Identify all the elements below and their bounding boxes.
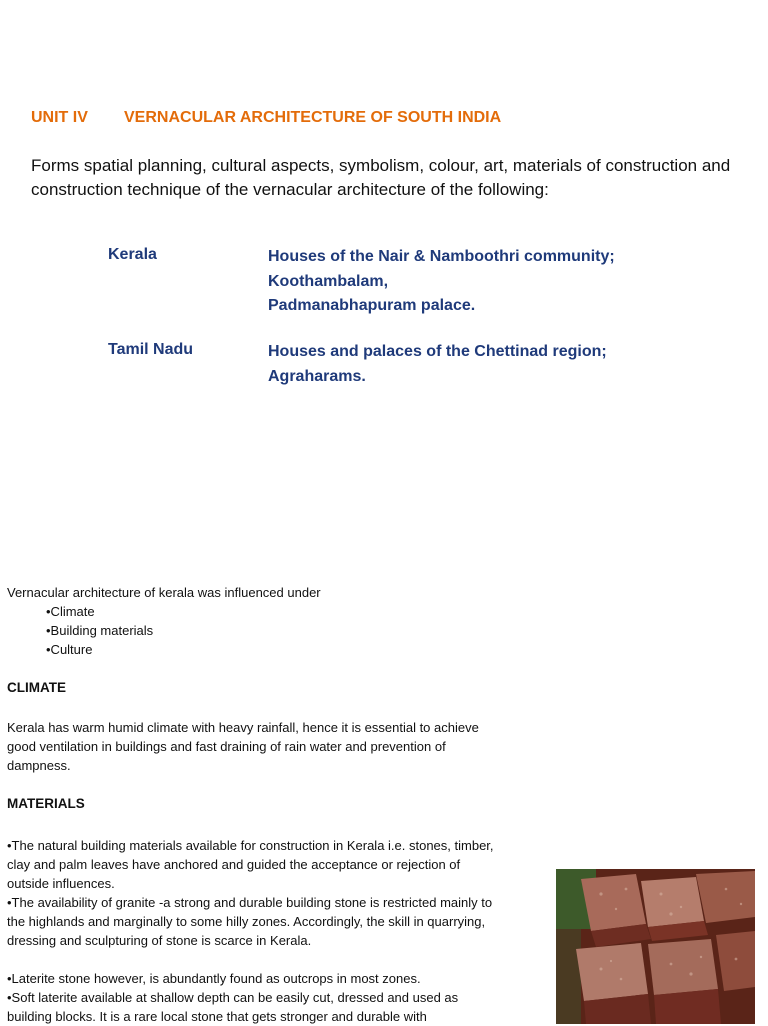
materials-heading: MATERIALS [7,796,85,811]
region-desc-line: Padmanabhapuram palace. [268,297,476,314]
region-desc-line: Houses of the Nair & Namboothri community; [268,248,615,265]
region-desc-line: Houses and palaces of the Chettinad region; [268,343,607,360]
climate-paragraph: Kerala has warm humid climate with heavy rainfall, hence it is essential to achieve good ventilation in buildings and fast draining of rain water and prevention of dampness. [7,720,479,773]
laterite-blocks-photo [556,869,755,1024]
unit-heading [31,109,502,127]
materials-paragraph-1: •The natural building materials available for construction in Kerala i.e. stones, timber, clay and palm leaves have anchored and guided the acceptance or rejection of outside influences. [7,838,494,891]
climate-heading: CLIMATE [7,680,66,695]
region-desc-line: Koothambalam, [268,272,389,290]
region-name-tamil-nadu: Tamil Nadu [108,341,194,358]
intro-paragraph: Forms spatial planning, cultural aspects, symbolism, colour, art, materials of construction and construction technique of the vernacular architecture of the following: [31,156,731,199]
influence-item: •Culture [46,642,93,657]
unit-label: UNIT IV [31,109,88,126]
influence-item: •Building materials [46,623,154,638]
region-desc-line: Agraharams. [268,367,366,385]
region-desc-kerala [268,245,748,319]
region-name-kerala: Kerala [108,246,157,263]
influence-item: •Climate [46,604,95,619]
influence-lead: Vernacular architecture of kerala was influenced under [7,585,321,600]
materials-paragraph-2: •The availability of granite -a strong and durable building stone is restricted mainly to the highlands and marginally to some hilly zones. Accordingly, the skill in quarrying, dressing and sculpturing of stone is scarce in Kerala. [7,895,493,948]
materials-paragraph-4: •Soft laterite available at shallow depth can be easily cut, dressed and used as building blocks. It is a rare local stone that gets stronger and durable with [7,990,459,1024]
unit-title: VERNACULAR ARCHITECTURE OF SOUTH INDIA [124,109,502,126]
materials-paragraph-3: •Laterite stone however, is abundantly found as outcrops in most zones. [7,971,421,986]
region-desc-tamil-nadu [268,340,748,389]
